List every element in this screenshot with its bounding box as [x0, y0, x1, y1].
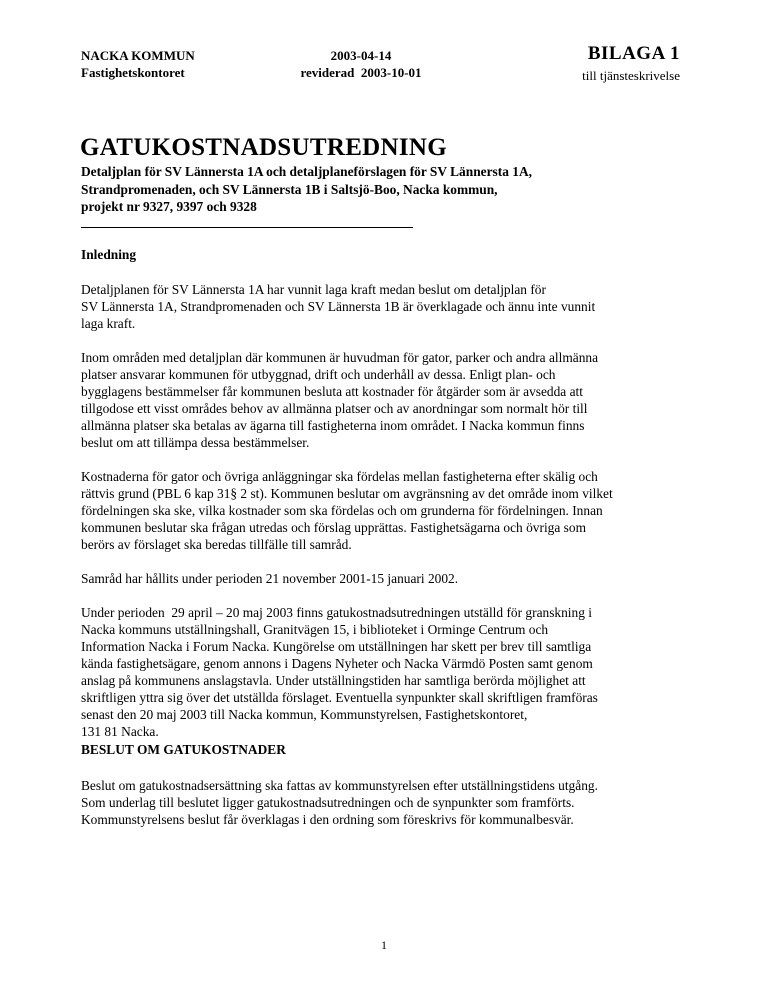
- paragraph-line: 131 81 Nacka.: [81, 724, 159, 739]
- paragraph-line: Kommunstyrelsens beslut får överklagas i den ordning som föreskrivs för kommunalbesvär.: [81, 812, 574, 827]
- paragraph-2: [81, 349, 701, 451]
- paragraph-1: [81, 281, 701, 332]
- paragraph-line: kända fastighetsägare, genom annons i Dagens Nyheter och Nacka Värmdö Posten samt genom: [81, 656, 593, 671]
- revised-date: reviderad 2003-10-01: [300, 65, 422, 80]
- paragraph-line: Inom områden med detaljplan där kommunen är huvudman för gator, parker och andra allmänna: [81, 350, 599, 365]
- attachment-label: BILAGA 1: [587, 43, 680, 64]
- paragraph-line: Nacka kommuns utställningshall, Granitvägen 15, i biblioteket i Orminge Centrum och: [81, 622, 549, 637]
- paragraph-line: Samråd har hållits under perioden 21 november 2001-15 januari 2002.: [81, 571, 459, 586]
- paragraph-line: Kostnaderna för gator och övriga anläggningar ska fördelas mellan fastigheterna efter skälig och: [81, 469, 598, 484]
- paragraph-line: bygglagens bestämmelser får kommunen besluta att kostnader för åtgärder som är avsedda att: [81, 384, 583, 399]
- paragraph-line: kommunen beslutar ska frågan utredas och förslag upprättas. Fastighetsägarna och övriga som: [81, 520, 586, 535]
- section-heading-beslut: BESLUT OM GATUKOSTNADER: [81, 742, 286, 757]
- page-number: 1: [381, 938, 387, 952]
- paragraph-3: [81, 468, 701, 553]
- paragraph-line: Som underlag till beslutet ligger gatukostnadsutredningen och de synpunkter som framförts.: [81, 795, 575, 810]
- department-name: Fastighetskontoret: [81, 65, 185, 80]
- paragraph-line: senast den 20 maj 2003 till Nacka kommun, Kommunstyrelsen, Fastighetskontoret,: [81, 707, 528, 722]
- paragraph-line: Beslut om gatukostnadsersättning ska fattas av kommunstyrelsen efter utställningstidens utgång.: [81, 778, 598, 793]
- title-divider: [81, 227, 413, 228]
- paragraph-line: platser ansvarar kommunen för utbyggnad, drift och underhåll av dessa. Enligt plan- och: [81, 367, 556, 382]
- paragraph-line: Information Nacka i Forum Nacka. Kungörelse om utställningen har skett per brev till samtliga: [81, 639, 592, 654]
- paragraph-4: [81, 570, 701, 587]
- paragraph-line: Detaljplanen för SV Lännersta 1A har vunnit laga kraft medan beslut om detaljplan för: [81, 282, 546, 297]
- org-name: NACKA KOMMUN: [81, 48, 195, 63]
- page-title: GATUKOSTNADSUTREDNING: [80, 134, 448, 161]
- paragraph-line: berörs av förslaget ska beredas tillfälle till samråd.: [81, 537, 352, 552]
- paragraph-line: anslag på kommunens anslagstavla. Under utställningstiden har samtliga berörda möjlighet att: [81, 673, 586, 688]
- subtitle-line: Detaljplan för SV Lännersta 1A och detaljplaneförslagen för SV Lännersta 1A,: [81, 164, 532, 179]
- header-dates: [281, 47, 441, 81]
- paragraph-line: laga kraft.: [81, 316, 136, 331]
- paragraph-line: allmänna platser ska betalas av ägarna till fastigheterna inom området. I Nacka kommun finns: [81, 418, 585, 433]
- document-date: 2003-04-14: [330, 48, 392, 63]
- header-attachment: [582, 43, 680, 84]
- paragraph-line: rättvis grund (PBL 6 kap 31§ 2 st). Kommunen beslutar om avgränsning av det område inom vilket: [81, 486, 613, 501]
- subtitle-line: Strandpromenaden, och SV Lännersta 1B i Saltsjö-Boo, Nacka kommun,: [81, 181, 498, 197]
- paragraph-5: [81, 604, 701, 740]
- paragraph-line: beslut om att tillämpa dessa bestämmelser.: [81, 435, 310, 450]
- paragraph-line: fördelningen ska ske, vilka kostnader som ska fördelas och om grunderna för fördelningen. Innan: [81, 503, 603, 518]
- paragraph-line: SV Lännersta 1A, Strandpromenaden och SV Lännersta 1B är överklagade och ännu inte vunnit: [81, 299, 596, 314]
- document-subtitle: [81, 163, 701, 216]
- paragraph-line: skriftligen yttra sig över det utställda förslaget. Eventuella synpunkter skall skriftligen framföras: [81, 690, 598, 705]
- section-heading-inledning: Inledning: [81, 247, 137, 262]
- subtitle-line: projekt nr 9327, 9397 och 9328: [81, 199, 257, 214]
- attachment-note: till tjänsteskrivelse: [582, 68, 680, 83]
- paragraph-line: tillgodose ett visst områdes behov av allmänna platser och av anordningar som normalt hör till: [81, 401, 588, 416]
- paragraph-line: Under perioden 29 april – 20 maj 2003 finns gatukostnadsutredningen utställd för granskning i: [81, 605, 592, 620]
- header-organization: [81, 47, 195, 81]
- paragraph-6: [81, 777, 701, 828]
